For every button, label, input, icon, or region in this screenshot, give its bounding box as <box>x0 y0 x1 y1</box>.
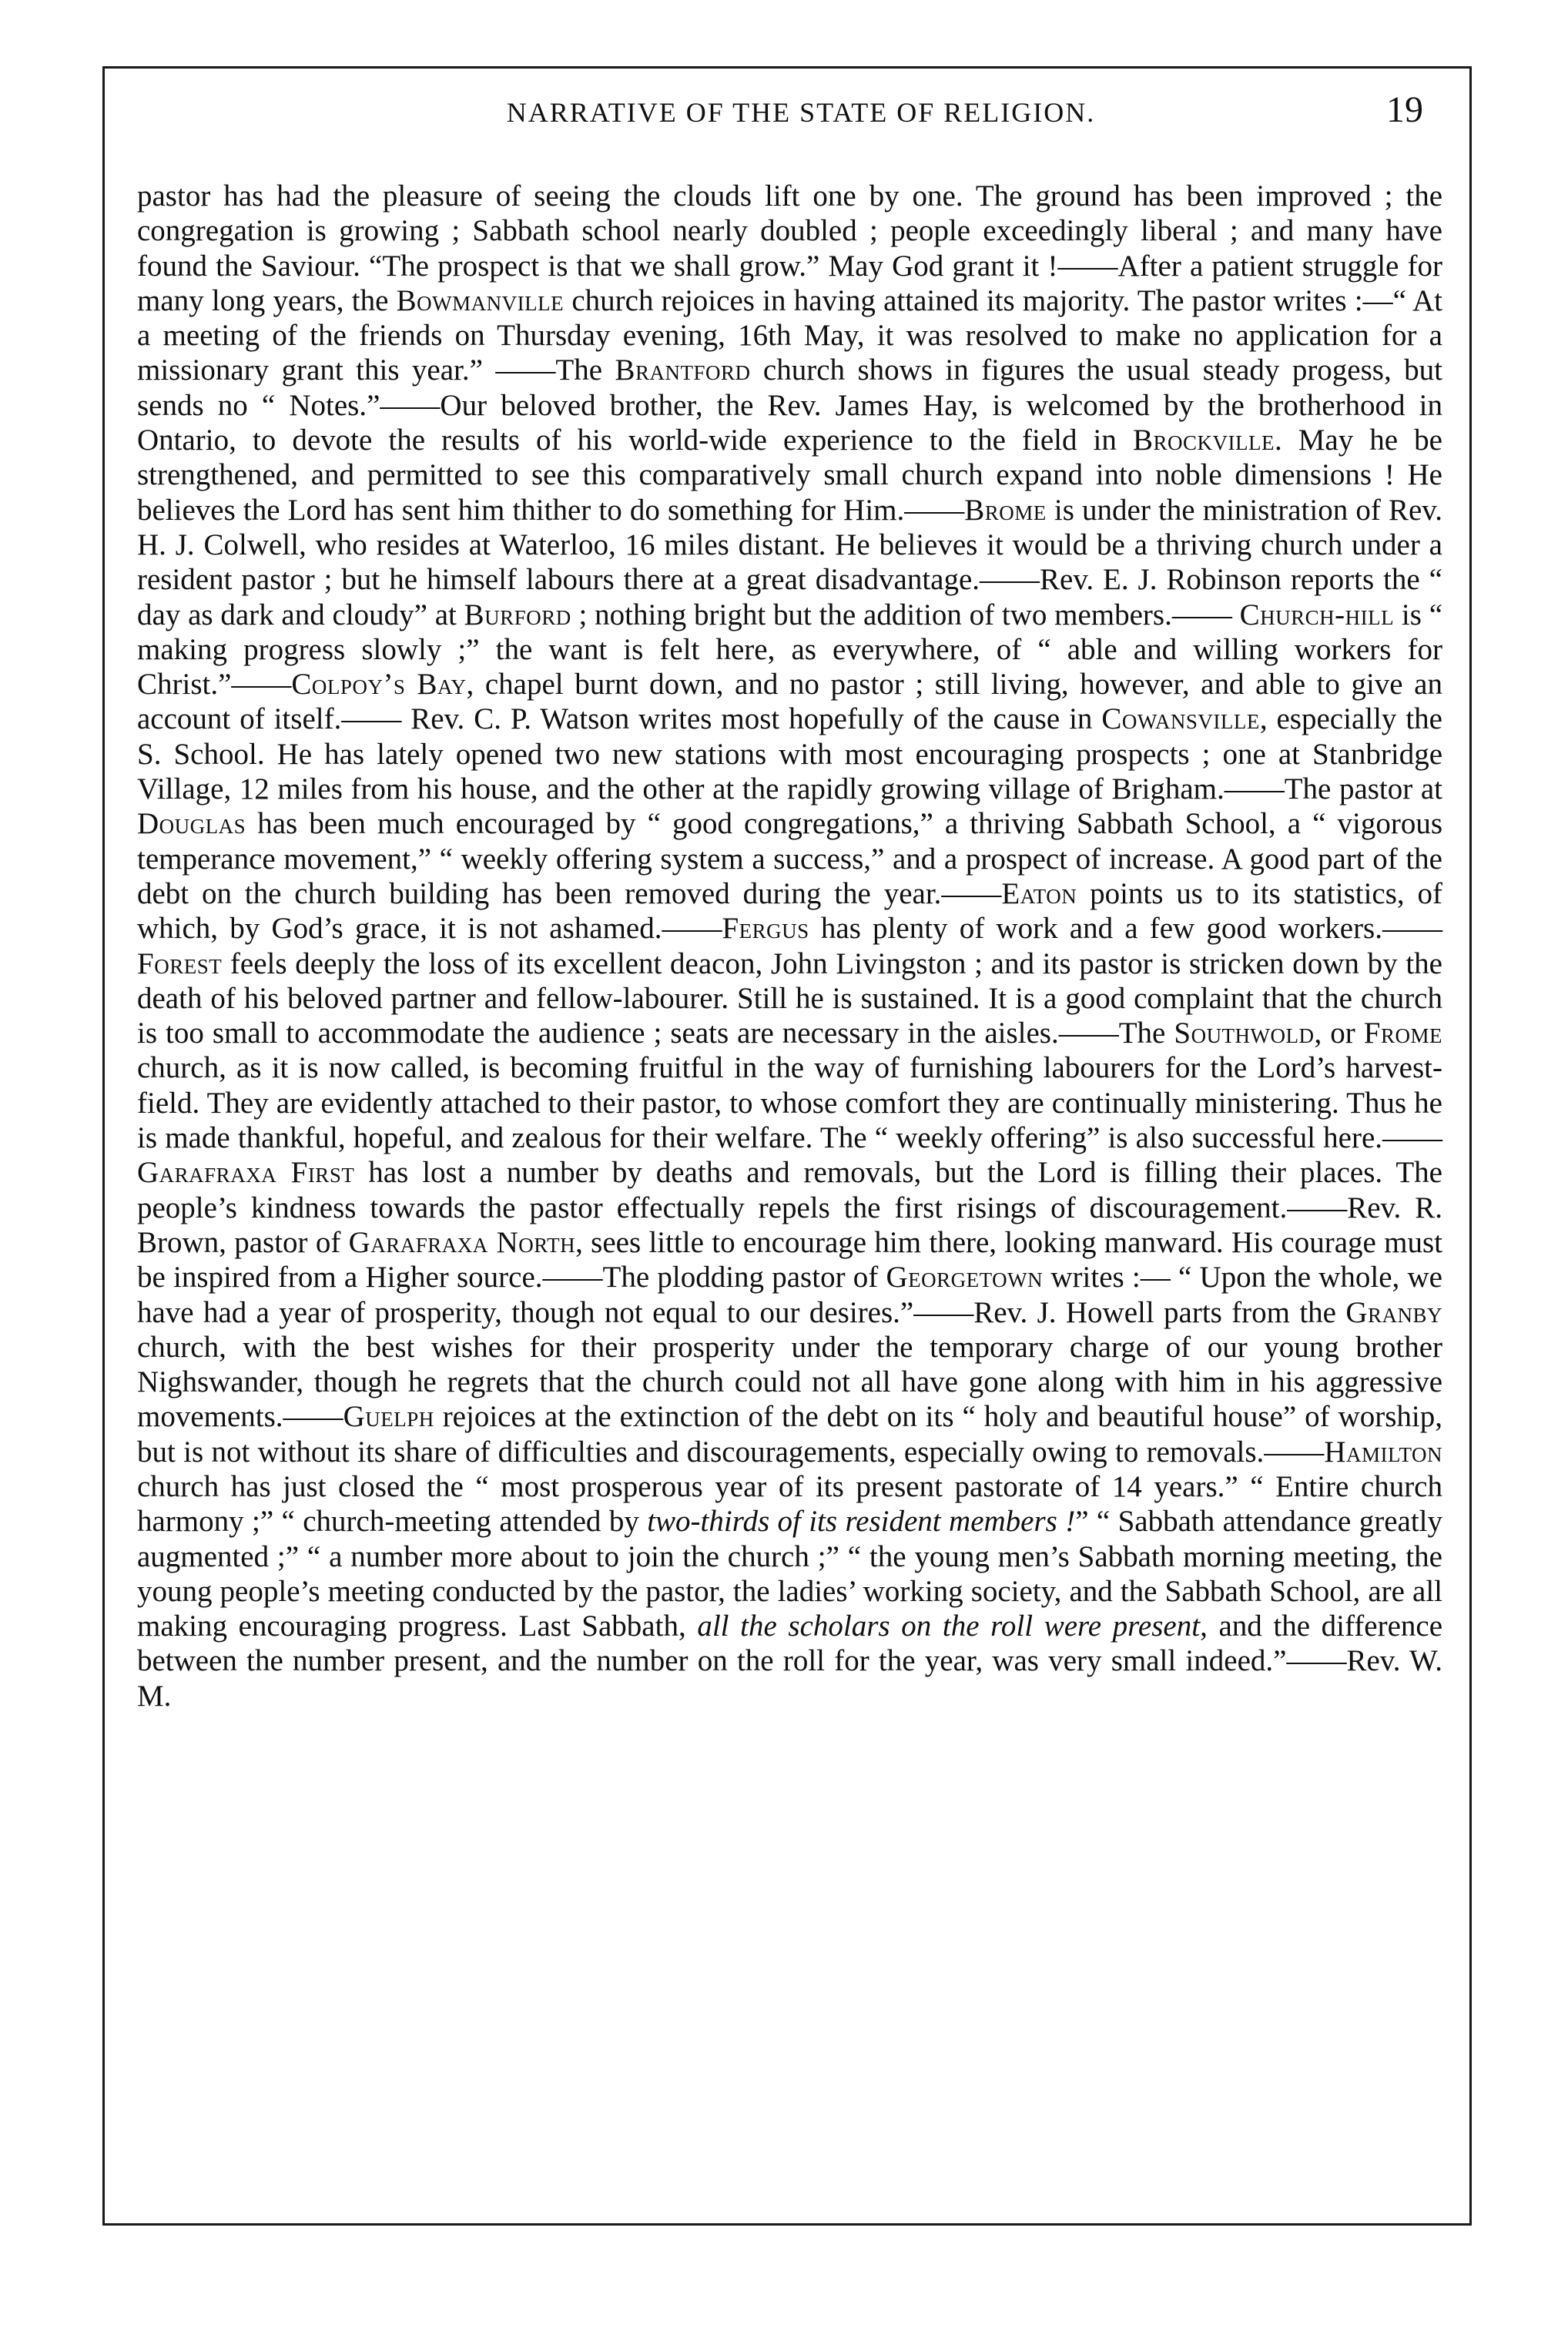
place-name: Fergus <box>722 912 809 946</box>
text-run: church, as it is now called, is becoming fruitful in the way of furnishing labourers for the Lord’s harvest-field. They are evidently attached to their pastor, to whose comfort they are continually ministering. Thus he is made thankful, hopeful, and zealous for their welfare. The “ weekly offering” is also successful here.—— <box>137 1051 1442 1155</box>
place-name: Douglas <box>137 807 246 841</box>
text-run: pastor has had the pleasure of seeing the clouds lift one by one. The ground has been improved ; the congregation is growing ; Sabbath school nearly doubled ; people exceedingly liberal ; and many have found the Saviour. “The prospect is that we shall grow.” May God grant it !——After a patient struggle for many long years, the <box>137 179 1442 317</box>
place-name: Church-hill <box>1239 598 1395 631</box>
text-run: , chapel burnt down, and no pastor ; still living, however, and able to give an account of itself.—— Rev. C. P. Watson writes most hopefully of the cause in <box>137 668 1442 736</box>
running-title: NARRATIVE OF THE STATE OF RELIGION. <box>506 97 1096 128</box>
place-name: Guelph <box>343 1400 434 1434</box>
place-name: Brantford <box>615 353 751 387</box>
text-run: , and the difference between the number present, and the number on the roll for the year, was very small indeed.”——Rev. W. M. <box>137 1609 1443 1713</box>
text-run: has lost a number by deaths and removals, but the Lord is filling their places. The people’s kindness towards the pastor effectually repels the first risings of discouragement.——Rev. R. Brown, pastor of <box>137 1156 1442 1259</box>
text-run: church shows in figures the usual steady progess, but sends no “ Notes.”——Our beloved brother, the Rev. James Hay, is welcomed by the brotherhood in Ontario, to devote the results of his world-wide experience to the field in <box>137 353 1442 457</box>
text-run: church, with the best wishes for their prosperity under the temporary charge of our young brother Nighswander, though he regrets that the church could not all have gone along with him in his aggressive movements.—— <box>137 1330 1442 1434</box>
place-name: Burford <box>464 598 571 631</box>
place-name: Frome <box>1363 1017 1442 1050</box>
text-run: , or <box>1314 1017 1364 1050</box>
place-name: Colpoy’s Bay <box>291 668 467 702</box>
place-name: Garafraxa First <box>137 1156 355 1190</box>
place-name: Eaton <box>1001 876 1077 910</box>
text-run: ” “ Sabbath attendance greatly augmented ;” “ a number more about to join the church ;” “ the young men’s Sabbath morning meeting, the young people’s meeting conducted by the pastor, the ladies’ working society, and the Sabbath School, are all making encouraging progress. Last Sabbath, <box>137 1505 1442 1643</box>
text-run: , especially the S. School. He has lately opened two new stations with most encouraging prospects ; one at Stanbridge Village, 12 miles from his house, and the other at the rapidly growing village of Brigham.——The pastor at <box>137 702 1442 806</box>
text-run: church has just closed the “ most prosperous year of its present pastorate of 14 years.” “ Entire church harmony ;” “ church-meeting attended by <box>137 1469 1442 1539</box>
text-run: feels deeply the loss of its excellent deacon, John Livingston ; and its pastor is stricken down by the death of his beloved partner and fellow-labourer. Still he is sustained. It is a good complaint that the church is too small to accommodate the audience ; seats are necessary in the aisles.——The <box>137 946 1442 1050</box>
text-run: writes :— “ Upon the whole, we have had a year of prosperity, though not equal to our desires.”——Rev. J. Howell parts from the <box>137 1261 1442 1329</box>
top-border-rule <box>102 66 1472 69</box>
text-run: is under the ministration of Rev. H. J. Colwell, who resides at Waterloo, 16 miles distant. He believes it would be a thriving church under a resident pastor ; but he himself labours there at a great disadvantage.——Rev. E. J. Robinson reports the “ day as dark and cloudy” at <box>137 493 1442 631</box>
text-run: is “ making progress slowly ;” the want is felt here, as everywhere, of “ able and willing workers for Christ.”—— <box>137 598 1443 702</box>
place-name: Garafraxa North <box>348 1225 576 1259</box>
text-run: points us to its statistics, of which, by God’s grace, it is not ashamed.—— <box>137 876 1442 946</box>
place-name: Granby <box>1345 1295 1442 1329</box>
text-run: , sees little to encourage him there, looking manward. His courage must be inspired from a Higher source.——The plodding pastor of <box>137 1225 1442 1295</box>
place-name: Georgetown <box>886 1261 1044 1295</box>
text-run: has been much encouraged by “ good congregations,” a thriving Sabbath School, a “ vigorous temperance movement,” “ weekly offering system a success,” and a prospect of increase. A good part of the debt on the church building has been removed during the year.—— <box>137 807 1442 910</box>
place-name: Southwold <box>1174 1017 1315 1050</box>
place-name: Hamilton <box>1324 1435 1442 1469</box>
place-name: Bowmanville <box>396 283 565 317</box>
body-paragraph <box>137 179 1442 1713</box>
text-run: has plenty of work and a few good workers.—— <box>809 912 1442 946</box>
text-run: ; nothing bright but the addition of two members.—— <box>571 598 1240 631</box>
emphasis-text: all the scholars on the roll were present <box>697 1609 1201 1643</box>
place-name: Brockville <box>1132 424 1275 457</box>
text-run: church rejoices in having attained its majority. The pastor writes :—“ At a meeting of the friends on Thursday evening, 16th May, it was resolved to make no application for a missionary grant this year.” ——The <box>137 283 1442 387</box>
place-name: Forest <box>137 946 223 980</box>
right-border-rule <box>1469 66 1472 2224</box>
emphasis-text: two-thirds of its resident members ! <box>647 1505 1076 1539</box>
bottom-border-rule <box>102 2223 1472 2226</box>
place-name: Cowansville <box>1101 702 1260 736</box>
text-run: rejoices at the extinction of the debt on its “ holy and beautiful house” of worship, but is not without its share of difficulties and discouragements, especially owing to removals.—— <box>137 1400 1442 1469</box>
text-run: . May he be strengthened, and permitted to see this comparatively small church expand into noble dimensions ! He believes the Lord has sent him thither to do something for Him.—— <box>137 424 1442 527</box>
place-name: Brome <box>964 493 1047 527</box>
left-border-rule <box>102 66 105 2224</box>
page-number: 19 <box>1386 89 1423 130</box>
